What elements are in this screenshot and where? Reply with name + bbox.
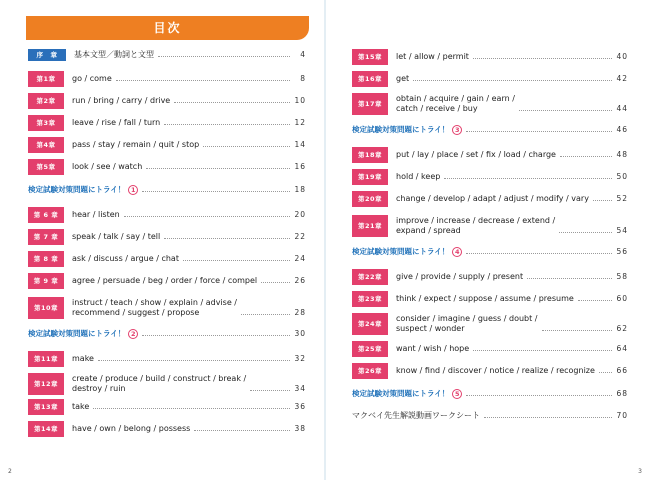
page-number: 8 bbox=[300, 74, 306, 83]
entry-title-line2: expand / spread bbox=[396, 226, 461, 235]
page-number: 40 bbox=[616, 52, 628, 61]
page-number: 70 bbox=[616, 411, 628, 420]
entry-title bbox=[28, 185, 138, 195]
chapter-badge: 第 6 章 bbox=[28, 207, 64, 223]
toc-row-chapter[interactable] bbox=[352, 49, 628, 65]
chapter-badge: 第10章 bbox=[28, 297, 64, 319]
toc-row-chapter[interactable] bbox=[28, 251, 306, 267]
chapter-badge: 序 章 bbox=[28, 49, 66, 61]
toc-row-chapter[interactable] bbox=[28, 159, 306, 175]
entry-title-text: change / develop / adapt / adjust / modify / vary bbox=[396, 194, 589, 203]
entry bbox=[352, 125, 628, 135]
entry bbox=[72, 232, 306, 242]
dot-leader bbox=[466, 131, 612, 132]
entry-title bbox=[396, 366, 595, 376]
entry bbox=[72, 276, 306, 286]
entry bbox=[352, 411, 628, 421]
quiz-number-icon: 1 bbox=[128, 185, 138, 195]
quiz-number-icon: 4 bbox=[452, 247, 462, 257]
chapter-badge: 第23章 bbox=[352, 291, 388, 307]
dot-leader bbox=[559, 232, 612, 233]
chapter-badge: 第19章 bbox=[352, 169, 388, 185]
entry-title bbox=[72, 298, 237, 318]
entry-title bbox=[396, 172, 440, 182]
entry-title bbox=[396, 314, 538, 334]
page-number: 22 bbox=[294, 232, 306, 241]
page-number: 38 bbox=[294, 424, 306, 433]
chapter-badge: 第14章 bbox=[28, 421, 64, 437]
entry bbox=[28, 329, 306, 339]
toc-row-chapter[interactable] bbox=[28, 351, 306, 367]
page-number: 58 bbox=[616, 272, 628, 281]
chapter-badge: 第4章 bbox=[28, 137, 64, 153]
dot-leader bbox=[124, 216, 290, 217]
entry bbox=[396, 150, 628, 160]
entry bbox=[72, 210, 306, 220]
dot-leader bbox=[250, 390, 290, 391]
entry-title bbox=[72, 232, 160, 242]
dot-leader bbox=[484, 417, 612, 418]
page-number: 12 bbox=[294, 118, 306, 127]
entry-title bbox=[72, 276, 257, 286]
chapter-badge: 第12章 bbox=[28, 373, 64, 395]
page-number: 20 bbox=[294, 210, 306, 219]
toc-row-chapter[interactable] bbox=[28, 93, 306, 109]
quiz-number-icon: 2 bbox=[128, 329, 138, 339]
quiz-number-icon: 3 bbox=[452, 125, 462, 135]
entry-title-text: agree / persuade / beg / order / force / compel bbox=[72, 276, 258, 285]
toc-row-quiz[interactable] bbox=[352, 247, 628, 257]
dot-leader bbox=[158, 56, 290, 57]
entry-title bbox=[74, 50, 154, 60]
chapter-badge: 第15章 bbox=[352, 49, 388, 65]
page-number: 24 bbox=[294, 254, 306, 263]
toc-row-chapter[interactable] bbox=[28, 421, 306, 437]
entry bbox=[396, 294, 628, 304]
toc-row-chapter[interactable] bbox=[352, 341, 628, 357]
entry-title bbox=[396, 294, 574, 304]
toc-row-chapter[interactable] bbox=[28, 399, 306, 415]
toc-row-chapter[interactable] bbox=[28, 207, 306, 223]
entry-title bbox=[72, 74, 112, 84]
entry-title-text: make bbox=[72, 354, 94, 363]
toc-row-chapter[interactable] bbox=[28, 71, 306, 87]
toc-row-quiz[interactable] bbox=[28, 329, 306, 339]
entry bbox=[72, 162, 306, 172]
dot-leader bbox=[466, 395, 612, 396]
toc-row-chapter[interactable] bbox=[28, 115, 306, 131]
entry-title-text: take bbox=[72, 402, 90, 411]
dot-leader bbox=[542, 330, 613, 331]
entry-title-line2: suspect / wonder bbox=[396, 324, 465, 333]
entry-title-text: put / lay / place / set / fix / load / charge bbox=[396, 150, 556, 159]
dot-leader bbox=[578, 300, 612, 301]
entry-title-text: look / see / watch bbox=[72, 162, 143, 171]
chapter-badge: 第24章 bbox=[352, 313, 388, 335]
entry bbox=[352, 389, 628, 399]
entry-title bbox=[72, 424, 190, 434]
chapter-badge: 第2章 bbox=[28, 93, 64, 109]
chapter-badge: 第 8 章 bbox=[28, 251, 64, 267]
dot-leader bbox=[519, 110, 612, 111]
quiz-number-icon: 5 bbox=[452, 389, 462, 399]
toc-row-chapter[interactable] bbox=[28, 229, 306, 245]
entry-title bbox=[352, 389, 462, 399]
dot-leader bbox=[116, 80, 290, 81]
entry bbox=[396, 172, 628, 182]
page-number-left: 2 bbox=[8, 468, 12, 475]
dot-leader bbox=[203, 146, 290, 147]
chapter-badge: 第16章 bbox=[352, 71, 388, 87]
entry-title bbox=[352, 411, 480, 421]
entry-title bbox=[72, 254, 179, 264]
dot-leader bbox=[93, 408, 290, 409]
entry-title-text: run / bring / carry / drive bbox=[72, 96, 171, 105]
chapter-badge: 第3章 bbox=[28, 115, 64, 131]
toc-row-chapter[interactable] bbox=[352, 363, 628, 379]
toc-row-chapter[interactable] bbox=[28, 373, 306, 395]
entry bbox=[396, 74, 628, 84]
page-number: 66 bbox=[616, 366, 628, 375]
entry-title-text: speak / talk / say / tell bbox=[72, 232, 161, 241]
dot-leader bbox=[142, 335, 290, 336]
entry bbox=[72, 298, 306, 318]
page-number: 14 bbox=[294, 140, 306, 149]
entry-title-line2: destroy / ruin bbox=[72, 384, 126, 393]
dot-leader bbox=[174, 102, 290, 103]
dot-leader bbox=[142, 191, 290, 192]
entry-title-text: have / own / belong / possess bbox=[72, 424, 191, 433]
page-number: 46 bbox=[616, 125, 628, 134]
entry-title-text: hear / listen bbox=[72, 210, 120, 219]
entry-title-line1: improve / increase / decrease / extend / bbox=[396, 216, 556, 225]
entry-title bbox=[72, 162, 142, 172]
page-number: 68 bbox=[616, 389, 628, 398]
entry-title-text: 検定試験対策問題にトライ！ bbox=[28, 329, 126, 338]
page-number: 50 bbox=[616, 172, 628, 181]
entry bbox=[396, 272, 628, 282]
entry-title bbox=[352, 247, 462, 257]
entry bbox=[72, 254, 306, 264]
dot-leader bbox=[444, 178, 612, 179]
page-number: 34 bbox=[294, 384, 306, 393]
chapter-badge: 第11章 bbox=[28, 351, 64, 367]
entry-title bbox=[72, 210, 120, 220]
dot-leader bbox=[593, 200, 612, 201]
entry-title-line1: create / produce / build / construct / break / bbox=[72, 374, 247, 383]
page-number: 44 bbox=[616, 104, 628, 113]
entry-title-text: 検定試験対策問題にトライ！ bbox=[352, 389, 450, 398]
entry bbox=[396, 366, 628, 376]
chapter-badge: 第 9 章 bbox=[28, 273, 64, 289]
chapter-badge: 第22章 bbox=[352, 269, 388, 285]
entry-title-line1: consider / imagine / guess / doubt / bbox=[396, 314, 538, 323]
dot-leader bbox=[241, 314, 290, 315]
toc-row-chapter[interactable] bbox=[352, 93, 628, 115]
dot-leader bbox=[164, 124, 290, 125]
entry-title-text: pass / stay / remain / quit / stop bbox=[72, 140, 200, 149]
toc-row-chapter[interactable] bbox=[28, 297, 306, 319]
page-title: 目次 bbox=[26, 16, 309, 40]
page-number: 18 bbox=[294, 185, 306, 194]
entry bbox=[396, 344, 628, 354]
entry-title-line1: instruct / teach / show / explain / advise / bbox=[72, 298, 237, 307]
page-number-right: 3 bbox=[638, 468, 642, 475]
dot-leader bbox=[599, 372, 612, 373]
entry bbox=[72, 96, 306, 106]
entry bbox=[74, 50, 306, 60]
chapter-badge: 第20章 bbox=[352, 191, 388, 207]
dot-leader bbox=[527, 278, 612, 279]
entry bbox=[28, 185, 306, 195]
entry-title-line1: obtain / acquire / gain / earn / bbox=[396, 94, 515, 103]
dot-leader bbox=[164, 238, 290, 239]
entry-title bbox=[72, 402, 89, 412]
chapter-badge: 第18章 bbox=[352, 147, 388, 163]
entry bbox=[396, 314, 628, 334]
page-number: 56 bbox=[616, 247, 628, 256]
dot-leader bbox=[146, 168, 290, 169]
dot-leader bbox=[466, 253, 612, 254]
entry-title-line2: recommend / suggest / propose bbox=[72, 308, 200, 317]
chapter-badge: 第25章 bbox=[352, 341, 388, 357]
page-number: 42 bbox=[616, 74, 628, 83]
dot-leader bbox=[183, 260, 290, 261]
entry-title-text: 検定試験対策問題にトライ！ bbox=[352, 247, 450, 256]
entry-title-text: think / expect / suppose / assume / presume bbox=[396, 294, 574, 303]
entry-title bbox=[72, 140, 199, 150]
entry-title bbox=[72, 96, 170, 106]
entry bbox=[396, 52, 628, 62]
entry-title-text: let / allow / permit bbox=[396, 52, 469, 61]
entry bbox=[396, 194, 628, 204]
entry-title bbox=[396, 194, 589, 204]
toc-row-quiz[interactable] bbox=[352, 389, 628, 399]
toc-row-chapter[interactable] bbox=[352, 71, 628, 87]
entry bbox=[72, 374, 306, 394]
entry bbox=[72, 354, 306, 364]
toc-row-chapter[interactable] bbox=[352, 313, 628, 335]
dot-leader bbox=[98, 360, 290, 361]
entry-title-text: get bbox=[396, 74, 410, 83]
page-number: 54 bbox=[616, 226, 628, 235]
dot-leader bbox=[413, 80, 612, 81]
entry-title bbox=[352, 125, 462, 135]
page-number: 16 bbox=[294, 162, 306, 171]
page-number: 26 bbox=[294, 276, 306, 285]
dot-leader bbox=[473, 350, 612, 351]
entry bbox=[396, 94, 628, 114]
page-number: 52 bbox=[616, 194, 628, 203]
entry-title-text: give / provide / supply / present bbox=[396, 272, 524, 281]
page-number: 28 bbox=[294, 308, 306, 317]
entry-title bbox=[396, 52, 469, 62]
entry-title bbox=[72, 374, 246, 394]
entry-title bbox=[396, 216, 555, 236]
chapter-badge: 第13章 bbox=[28, 399, 64, 415]
page-number: 48 bbox=[616, 150, 628, 159]
chapter-badge: 第17章 bbox=[352, 93, 388, 115]
toc-row-chapter[interactable] bbox=[28, 137, 306, 153]
entry-title bbox=[396, 74, 409, 84]
page-number: 60 bbox=[616, 294, 628, 303]
entry-title-text: ask / discuss / argue / chat bbox=[72, 254, 179, 263]
entry bbox=[396, 216, 628, 236]
page-number: 4 bbox=[300, 50, 306, 59]
entry-title-text: know / find / discover / notice / realize / recognize bbox=[396, 366, 595, 375]
entry-title-text: 検定試験対策問題にトライ！ bbox=[28, 185, 126, 194]
entry-title bbox=[396, 94, 515, 114]
toc-row-chapter[interactable] bbox=[28, 49, 306, 61]
toc-row-quiz[interactable] bbox=[28, 185, 306, 195]
toc-row-worksheet[interactable] bbox=[352, 411, 628, 421]
entry-title-text: want / wish / hope bbox=[396, 344, 470, 353]
entry-title-line2: catch / receive / buy bbox=[396, 104, 478, 113]
entry-title bbox=[72, 118, 160, 128]
entry bbox=[72, 74, 306, 84]
entry-title bbox=[396, 344, 469, 354]
dot-leader bbox=[194, 430, 290, 431]
entry-title bbox=[396, 272, 523, 282]
page-number: 64 bbox=[616, 344, 628, 353]
dot-leader bbox=[560, 156, 612, 157]
entry-title-text: hold / keep bbox=[396, 172, 441, 181]
chapter-badge: 第 7 章 bbox=[28, 229, 64, 245]
toc-row-chapter[interactable] bbox=[352, 269, 628, 285]
entry bbox=[72, 140, 306, 150]
dot-leader bbox=[473, 58, 612, 59]
page-number: 32 bbox=[294, 354, 306, 363]
entry bbox=[352, 247, 628, 257]
toc-row-chapter[interactable] bbox=[352, 169, 628, 185]
chapter-badge: 第1章 bbox=[28, 71, 64, 87]
entry-title-text: leave / rise / fall / turn bbox=[72, 118, 161, 127]
page-number: 36 bbox=[294, 402, 306, 411]
chapter-badge: 第5章 bbox=[28, 159, 64, 175]
toc-row-chapter[interactable] bbox=[352, 191, 628, 207]
chapter-badge: 第26章 bbox=[352, 363, 388, 379]
page-number: 62 bbox=[616, 324, 628, 333]
entry-title bbox=[28, 329, 138, 339]
dot-leader bbox=[261, 282, 290, 283]
entry-title-text: go / come bbox=[72, 74, 112, 83]
entry-title-text: 基本文型／動詞と文型 bbox=[74, 50, 154, 59]
toc-row-quiz[interactable] bbox=[352, 125, 628, 135]
entry-title-text: マクベイ先生解説動画ワークシート bbox=[352, 411, 480, 420]
chapter-badge: 第21章 bbox=[352, 215, 388, 237]
entry bbox=[72, 402, 306, 412]
toc-row-chapter[interactable] bbox=[352, 147, 628, 163]
entry-title bbox=[72, 354, 94, 364]
page-number: 30 bbox=[294, 329, 306, 338]
page-number: 10 bbox=[294, 96, 306, 105]
toc-row-chapter[interactable] bbox=[352, 291, 628, 307]
toc-row-chapter[interactable] bbox=[28, 273, 306, 289]
entry bbox=[72, 424, 306, 434]
entry-title bbox=[396, 150, 556, 160]
entry bbox=[72, 118, 306, 128]
toc-row-chapter[interactable] bbox=[352, 215, 628, 237]
entry-title-text: 検定試験対策問題にトライ！ bbox=[352, 125, 450, 134]
